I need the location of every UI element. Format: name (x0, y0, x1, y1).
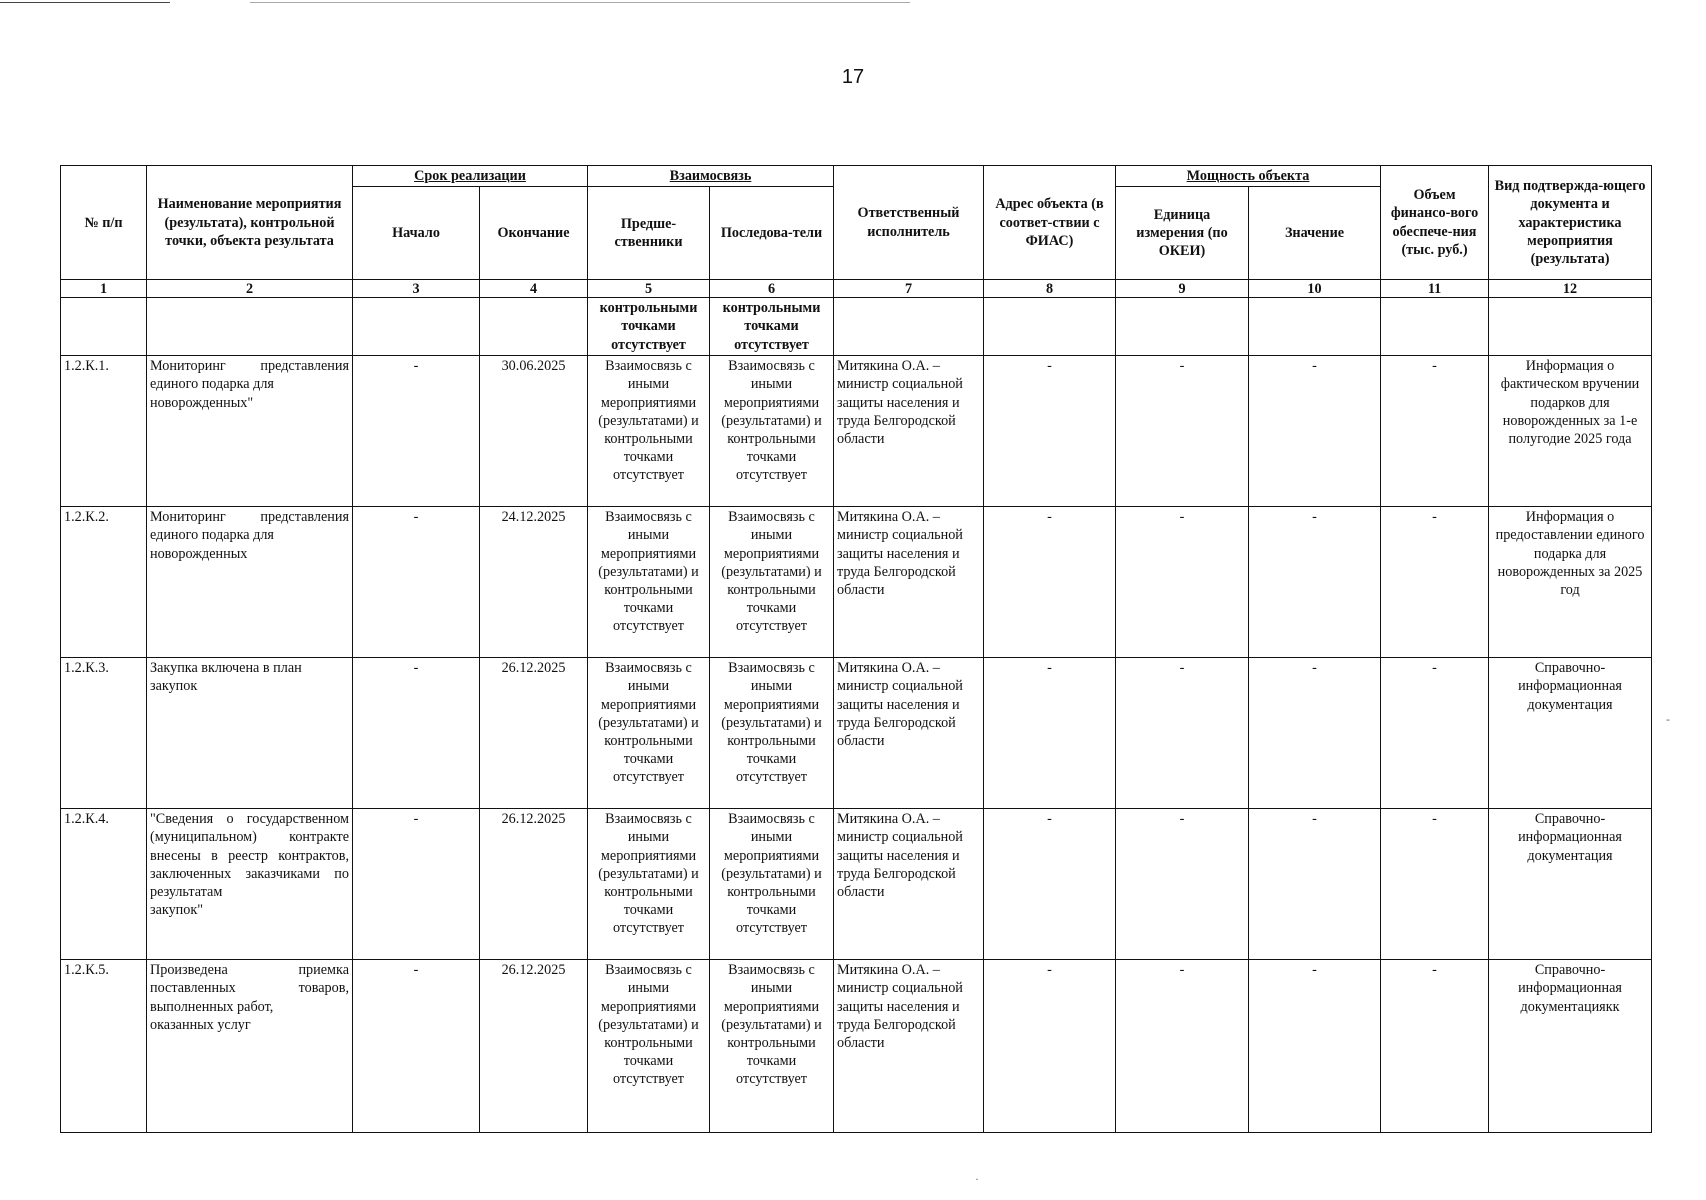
row-finance: - (1381, 809, 1489, 960)
column-number: 8 (984, 280, 1116, 298)
header-successors: Последова-тели (710, 187, 834, 280)
row-start: - (353, 960, 480, 1133)
row-responsible: Митякина О.А. – министр социальной защиты населения и труда Белгородской области (834, 809, 984, 960)
row-name (147, 507, 353, 658)
row-name-text: Произведена приемка поставленных товаров, выполненных работ, (150, 962, 349, 1015)
header-responsible: Ответственный исполнитель (834, 166, 984, 280)
row-name-text-end: новорожденных (150, 545, 248, 562)
row-start: - (353, 658, 480, 809)
row-responsible: Митякина О.А. – министр социальной защиты населения и труда Белгородской области (834, 356, 984, 507)
row-predecessors: Взаимосвязь с иными мероприятиями (результатами) и контрольными точками отсутствует (588, 809, 710, 960)
empty-cell (353, 298, 480, 356)
table-row (61, 960, 1652, 1133)
column-number: 3 (353, 280, 480, 298)
row-number: 1.2.К.2. (61, 507, 147, 658)
row-number: 1.2.К.5. (61, 960, 147, 1133)
row-predecessors: Взаимосвязь с иными мероприятиями (результатами) и контрольными точками отсутствует (588, 356, 710, 507)
empty-cell (480, 298, 588, 356)
empty-cell (1116, 298, 1249, 356)
row-address: - (984, 809, 1116, 960)
row-finance: - (1381, 960, 1489, 1133)
header-group-capacity-label: Мощность объекта (1186, 168, 1310, 184)
continuation-row (61, 298, 1652, 356)
row-value: - (1249, 960, 1381, 1133)
row-end: 26.12.2025 (480, 809, 588, 960)
scan-top-line (250, 2, 910, 3)
row-successors: Взаимосвязь с иными мероприятиями (результатами) и контрольными точками отсутствует (710, 809, 834, 960)
header-end: Окончание (480, 187, 588, 280)
column-number-row (61, 280, 1652, 298)
empty-cell (1249, 298, 1381, 356)
row-name-text: Мониторинг представления единого подарка для (150, 358, 349, 393)
row-name-text-end: новорожденных" (150, 394, 254, 411)
row-unit: - (1116, 960, 1249, 1133)
row-responsible: Митякина О.А. – министр социальной защиты населения и труда Белгородской области (834, 507, 984, 658)
table-row (61, 356, 1652, 507)
column-number: 7 (834, 280, 984, 298)
row-document: Справочно-информационная документация (1489, 809, 1652, 960)
header-group-term-label: Срок реализации (414, 168, 526, 184)
header-group-term (353, 166, 588, 187)
column-number: 2 (147, 280, 353, 298)
row-value: - (1249, 658, 1381, 809)
header-start: Начало (353, 187, 480, 280)
row-successors: Взаимосвязь с иными мероприятиями (результатами) и контрольными точками отсутствует (710, 960, 834, 1133)
column-number: 9 (1116, 280, 1249, 298)
row-name-text-end: закупок" (150, 902, 204, 919)
header-predecessors: Предше-ственники (588, 187, 710, 280)
table-row (61, 809, 1652, 960)
row-document: Справочно-информационная документациякк (1489, 960, 1652, 1133)
row-name (147, 356, 353, 507)
row-name-text: Закупка включена в план (150, 660, 302, 677)
header-group-capacity (1116, 166, 1381, 187)
continuation-predecessors: контрольными точками отсутствует (588, 298, 710, 356)
row-end: 26.12.2025 (480, 960, 588, 1133)
row-predecessors: Взаимосвязь с иными мероприятиями (результатами) и контрольными точками отсутствует (588, 658, 710, 809)
row-name-text-end: оказанных услуг (150, 1016, 251, 1033)
scan-speck: - (1666, 712, 1670, 726)
continuation-successors: контрольными точками отсутствует (710, 298, 834, 356)
row-value: - (1249, 809, 1381, 960)
row-address: - (984, 507, 1116, 658)
column-number: 6 (710, 280, 834, 298)
row-end: 30.06.2025 (480, 356, 588, 507)
column-number: 11 (1381, 280, 1489, 298)
column-number: 1 (61, 280, 147, 298)
row-successors: Взаимосвязь с иными мероприятиями (результатами) и контрольными точками отсутствует (710, 507, 834, 658)
row-value: - (1249, 356, 1381, 507)
row-unit: - (1116, 809, 1249, 960)
header-group-link-label: Взаимосвязь (669, 168, 752, 184)
header-no: № п/п (61, 166, 147, 280)
row-name (147, 658, 353, 809)
row-value: - (1249, 507, 1381, 658)
row-address: - (984, 960, 1116, 1133)
row-finance: - (1381, 507, 1489, 658)
row-number: 1.2.К.4. (61, 809, 147, 960)
table-row (61, 507, 1652, 658)
row-document: Справочно-информационная документация (1489, 658, 1652, 809)
page-number: 17 (841, 66, 865, 88)
row-responsible: Митякина О.А. – министр социальной защиты населения и труда Белгородской области (834, 658, 984, 809)
row-name-text: Мониторинг представления единого подарка для (150, 509, 349, 544)
row-responsible: Митякина О.А. – министр социальной защиты населения и труда Белгородской области (834, 960, 984, 1133)
header-finance: Объем финансо-вого обеспече-ния (тыс. руб.) (1381, 166, 1489, 280)
header-document: Вид подтвержда-ющего документа и характеристика мероприятия (результата) (1489, 166, 1652, 280)
row-successors: Взаимосвязь с иными мероприятиями (результатами) и контрольными точками отсутствует (710, 356, 834, 507)
row-end: 26.12.2025 (480, 658, 588, 809)
row-address: - (984, 658, 1116, 809)
row-unit: - (1116, 356, 1249, 507)
row-successors: Взаимосвязь с иными мероприятиями (результатами) и контрольными точками отсутствует (710, 658, 834, 809)
table-row (61, 658, 1652, 809)
row-number: 1.2.К.1. (61, 356, 147, 507)
row-start: - (353, 356, 480, 507)
header-group-link (588, 166, 834, 187)
empty-cell (147, 298, 353, 356)
row-address: - (984, 356, 1116, 507)
row-unit: - (1116, 658, 1249, 809)
header-value: Значение (1249, 187, 1381, 280)
row-predecessors: Взаимосвязь с иными мероприятиями (результатами) и контрольными точками отсутствует (588, 507, 710, 658)
row-unit: - (1116, 507, 1249, 658)
header-name: Наименование мероприятия (результата), контрольной точки, объекта результата (147, 166, 353, 280)
row-finance: - (1381, 658, 1489, 809)
row-start: - (353, 507, 480, 658)
row-name (147, 809, 353, 960)
column-number: 5 (588, 280, 710, 298)
row-document: Информация о фактическом вручении подарков для новорожденных за 1-е полугодие 2025 года (1489, 356, 1652, 507)
row-predecessors: Взаимосвязь с иными мероприятиями (результатами) и контрольными точками отсутствует (588, 960, 710, 1133)
scan-top-line (0, 2, 170, 3)
row-name (147, 960, 353, 1133)
row-document: Информация о предоставлении единого подарка для новорожденных за 2025 год (1489, 507, 1652, 658)
row-number: 1.2.К.3. (61, 658, 147, 809)
row-name-text-end: закупок (150, 678, 198, 695)
plan-table (60, 165, 1652, 1133)
empty-cell (984, 298, 1116, 356)
empty-cell (61, 298, 147, 356)
column-number: 10 (1249, 280, 1381, 298)
column-number: 4 (480, 280, 588, 298)
header-unit: Единица измерения (по ОКЕИ) (1116, 187, 1249, 280)
header-address: Адрес объекта (в соответ-ствии с ФИАС) (984, 166, 1116, 280)
empty-cell (1489, 298, 1652, 356)
row-start: - (353, 809, 480, 960)
column-number: 12 (1489, 280, 1652, 298)
row-end: 24.12.2025 (480, 507, 588, 658)
row-finance: - (1381, 356, 1489, 507)
row-name-text: "Сведения о государственном (муниципальном) контракте внесены в реестр контрактов, заключенных заказчиками по результатам (150, 811, 349, 900)
empty-cell (1381, 298, 1489, 356)
empty-cell (834, 298, 984, 356)
scan-speck: · (975, 1172, 979, 1186)
